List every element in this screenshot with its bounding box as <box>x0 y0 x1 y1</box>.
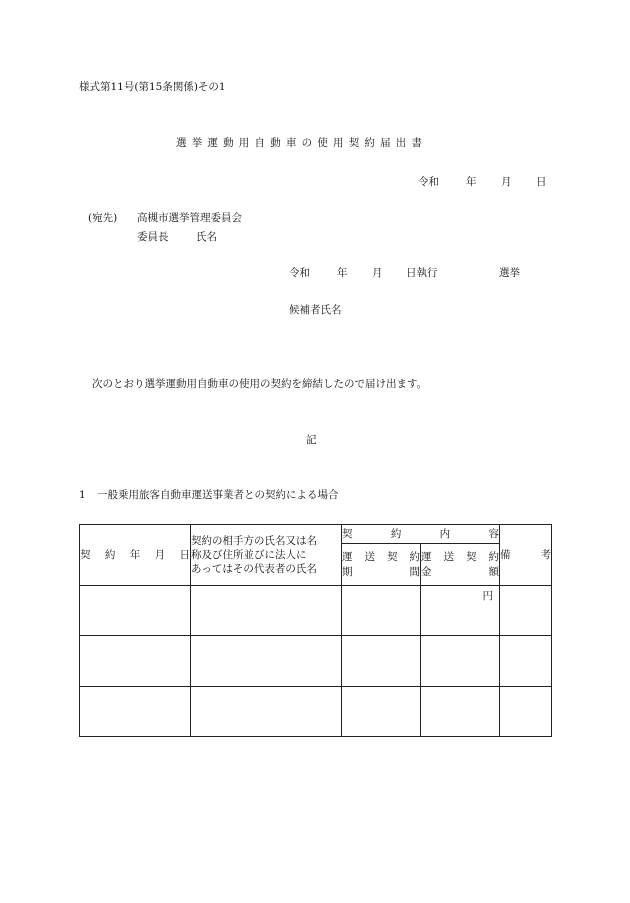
submission-date-month: 月 <box>501 176 512 188</box>
party-header-line: あってはその代表者の氏名 <box>191 563 317 576</box>
contract-date-cell[interactable] <box>80 687 191 737</box>
addressee-chair: 委員長 <box>137 231 169 243</box>
form-number: 様式第11号(第15条関係)その1 <box>79 81 226 93</box>
header-char: 備 <box>500 548 511 561</box>
contract-party-cell[interactable] <box>191 687 342 737</box>
header-char: 年 <box>129 548 141 561</box>
transport-amount-cell[interactable] <box>421 636 500 687</box>
header-char: 間 <box>409 565 420 578</box>
transport-period-cell[interactable] <box>342 586 421 636</box>
section-number: 1 <box>79 489 86 501</box>
contract-party-cell[interactable] <box>191 636 342 687</box>
body-text: 次のとおり選挙運動用自動車の使用の契約を締結したので届け出ます。 <box>92 378 428 390</box>
election-date-execution: 日執行 <box>406 267 438 279</box>
header-char: 約 <box>390 527 402 540</box>
election-date-month: 月 <box>372 267 383 279</box>
document-title: 選挙運動用自動車の使用契約届出書 <box>176 137 428 149</box>
ki-heading: 記 <box>306 434 317 446</box>
transport-amount-cell[interactable] <box>421 687 500 737</box>
transport-period-header <box>342 544 421 586</box>
table-row <box>80 636 552 687</box>
candidate-name-label: 候補者氏名 <box>289 304 342 316</box>
party-header-line: 称及び住所並びに法人に <box>191 548 307 561</box>
contract-contents-header <box>342 525 500 544</box>
table-row <box>80 687 552 737</box>
header-char: 運 <box>421 551 432 564</box>
header-char: 約 <box>409 551 420 564</box>
header-char: 契 <box>466 551 477 564</box>
contract-date-cell[interactable] <box>80 636 191 687</box>
header-char: 容 <box>488 527 499 540</box>
header-char: 期 <box>342 565 353 578</box>
election-date-era: 令和 <box>289 267 310 279</box>
contract-party-header <box>191 525 342 586</box>
election-date-year: 年 <box>337 267 348 279</box>
remarks-cell[interactable] <box>500 687 552 737</box>
header-char: 考 <box>540 548 551 561</box>
header-char: 内 <box>439 527 451 540</box>
table-row <box>80 586 552 636</box>
header-char: 額 <box>488 565 499 578</box>
transport-amount-cell[interactable] <box>421 586 500 636</box>
remarks-cell[interactable] <box>500 636 552 687</box>
header-char: 契 <box>80 548 91 561</box>
contract-table <box>79 524 552 737</box>
section-title: 一般乗用旅客自動車運送事業者との契約による場合 <box>97 489 339 501</box>
submission-date-era: 令和 <box>418 176 439 188</box>
header-char: 月 <box>154 548 166 561</box>
addressee-org: 高槻市選挙管理委員会 <box>137 212 242 224</box>
transport-amount-header <box>421 544 500 586</box>
submission-date-year: 年 <box>466 176 477 188</box>
yen-unit: 円 <box>482 590 493 602</box>
election-name-label: 選挙 <box>499 267 520 279</box>
header-char: 金 <box>421 565 432 578</box>
remarks-header <box>500 525 552 586</box>
header-char: 契 <box>342 527 353 540</box>
header-char: 運 <box>342 551 353 564</box>
transport-period-cell[interactable] <box>342 687 421 737</box>
header-char: 約 <box>488 551 499 564</box>
contract-party-cell[interactable] <box>191 586 342 636</box>
submission-date-day: 日 <box>536 176 547 188</box>
header-char: 約 <box>104 548 116 561</box>
header-char: 送 <box>364 551 375 564</box>
addressee-label: (宛先) <box>88 212 118 224</box>
remarks-cell[interactable] <box>500 586 552 636</box>
addressee-name-label: 氏名 <box>196 231 217 243</box>
header-char: 契 <box>387 551 398 564</box>
contract-date-cell[interactable] <box>80 586 191 636</box>
header-char: 日 <box>179 548 190 561</box>
contract-date-header <box>80 525 191 586</box>
party-header-line: 契約の相手方の氏名又は名 <box>191 534 317 547</box>
transport-period-cell[interactable] <box>342 636 421 687</box>
header-char: 送 <box>443 551 454 564</box>
